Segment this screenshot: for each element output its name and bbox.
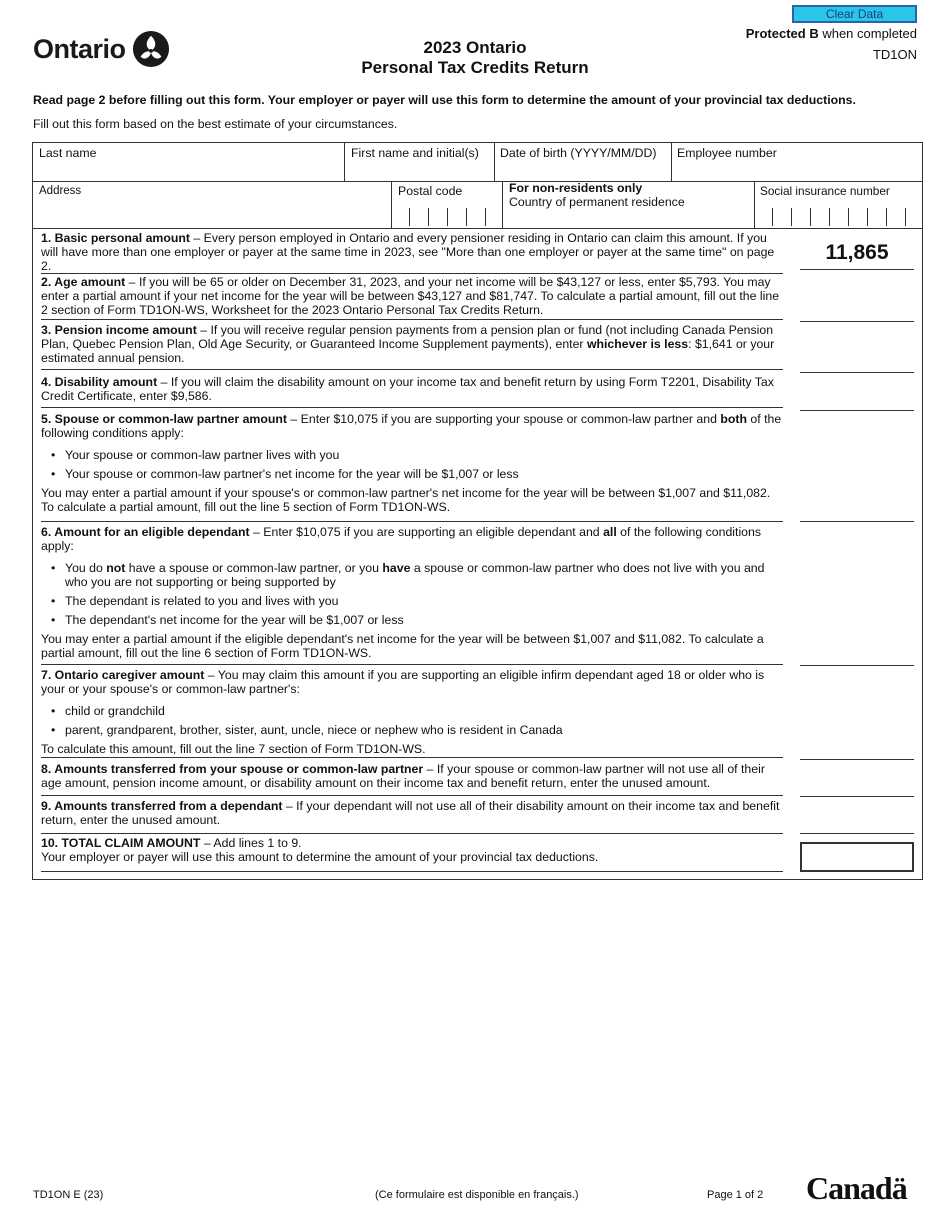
line-6-text-a: – Enter $10,075 if you are supporting an eligible dependant and: [249, 525, 604, 539]
line-4: [41, 375, 783, 403]
line-7-bullet-2: • parent, grandparent, brother, sister, aunt, uncle, niece or nephew who is resident in Canada: [41, 723, 783, 737]
line-10-text: – Add lines 1 to 9.: [200, 836, 302, 850]
logo-text: Ontario: [33, 33, 126, 64]
sin-label: Social insurance number: [760, 184, 890, 198]
total-claim-amount-field[interactable]: [800, 842, 914, 872]
line-3-text-a: – If you will receive regular pension payments from a pension plan or fund (not including Canada Pension Plan, Quebec Pension Plan, Old Age Security, or Guaranteed Income Supplement payments), enter: [41, 323, 774, 351]
line-6-b1-a: You do: [65, 561, 107, 575]
last-name-label: Last name: [39, 146, 97, 160]
postal-code-label: Postal code: [398, 184, 463, 198]
line-4-amount-field[interactable]: [800, 410, 914, 411]
canada-wordmark: Canadä: [806, 1170, 907, 1206]
footer-french-note: (Ce formulaire est disponible en français.): [375, 1189, 579, 1201]
dob-label: Date of birth (YYYY/MM/DD): [500, 146, 657, 160]
line-7-text: – You may claim this amount if you are supporting an eligible infirm dependant aged 18 or older who is your or your spouse's or common-law partner's:: [41, 668, 765, 696]
line-2-text: – If you will be 65 or older on December 31, 2023, and your net income will be $43,127 or less, enter $5,793. You may enter a partial amount if your net income for the year will be between $43,127 and $81,747. To calculate a partial amount, fill out the line 2 section of Form TD1ON-WS, Worksheet for the 2023 Ontario Personal Tax Credits Return.: [41, 275, 780, 317]
line-9-text: – If your dependant will not use all of their disability amount on their income tax and benefit return, enter the unused amount.: [41, 799, 780, 827]
line-5-bullet-1: • Your spouse or common-law partner lives with you: [41, 448, 783, 462]
line-2-title: 2. Age amount: [41, 275, 126, 289]
line-5-title: 5. Spouse or common-law partner amount: [41, 412, 287, 426]
trillium-icon: [132, 30, 170, 68]
line-6: [41, 525, 783, 660]
line-3-title: 3. Pension income amount: [41, 323, 197, 337]
line-1-text: – Every person employed in Ontario and every pensioner residing in Ontario can claim this amount. If you will have more than one employer or payer at the same time in 2023, see "More than one employer or payer at the same time" on page 2.: [41, 231, 775, 273]
line-5-amount-field[interactable]: [800, 521, 914, 522]
line-8-text: – If your spouse or common-law partner will not use all of their age amount, pension income amount, or disability amount on their income tax and benefit return, enter the unused amount.: [41, 762, 765, 790]
employee-number-label: Employee number: [677, 146, 777, 160]
address-label: Address: [39, 185, 82, 197]
ontario-logo: [33, 30, 170, 68]
line-1-amount[interactable]: 11,865: [825, 241, 889, 264]
line-5-bullet-2: • Your spouse or common-law partner's net income for the year will be $1,007 or less: [41, 467, 783, 481]
footer-page-number: Page 1 of 2: [707, 1189, 764, 1201]
first-name-label: First name and initial(s): [351, 146, 479, 160]
line-10-note: Your employer or payer will use this amount to determine the amount of your provincial tax deductions.: [41, 850, 599, 864]
line-6-b1-not: not: [106, 561, 126, 575]
title-line-1: 2023 Ontario: [423, 38, 527, 57]
line-7-note: To calculate this amount, fill out the line 7 section of Form TD1ON-WS.: [41, 742, 426, 756]
line-8-title: 8. Amounts transferred from your spouse or common-law partner: [41, 762, 424, 776]
line-3-text-b: : $1,641 or your estimated annual pension.: [41, 337, 775, 365]
line-7-title: 7. Ontario caregiver amount: [41, 668, 205, 682]
non-resident-label: For non-residents only: [509, 181, 643, 195]
title-line-2: Personal Tax Credits Return: [361, 58, 589, 77]
instructions-plain: Fill out this form based on the best estimate of your circumstances.: [33, 117, 398, 131]
form-title: [330, 38, 620, 78]
line-1-title: 1. Basic personal amount: [41, 231, 190, 245]
line-6-b1-c: a spouse or common-law partner who does not live with you and who you are not supporting or being supported by: [65, 561, 765, 589]
instructions-bold: Read page 2 before filling out this form. Your employer or payer will use this form to determine the amount of your provincial tax deductions.: [33, 93, 856, 107]
form-grid: [32, 142, 923, 880]
line-10: [41, 836, 783, 864]
line-6-note: You may enter a partial amount if the eligible dependant's net income for the year will be between $1,007 and $11,082. To calculate a partial amount, fill out the line 6 section of Form TD1ON-WS.: [41, 632, 764, 660]
line-6-bullet-1: [41, 561, 783, 589]
line-3-amount-field[interactable]: [800, 372, 914, 373]
line-5-text-a: – Enter $10,075 if you are supporting your spouse or common-law partner and: [286, 412, 721, 426]
line-6-bullet-3: • The dependant's net income for the year will be $1,007 or less: [41, 613, 783, 627]
line-7-amount-field[interactable]: [800, 759, 914, 760]
line-5-text-b: of the following conditions apply:: [41, 412, 782, 440]
line-6-amount-field[interactable]: [800, 665, 914, 666]
line-8: [41, 762, 783, 790]
line-9: [41, 799, 783, 827]
clear-data-button[interactable]: Clear Data: [792, 5, 917, 23]
line-1: [41, 231, 783, 273]
protected-bold: Protected B: [745, 26, 819, 41]
line-7: [41, 668, 783, 756]
line-6-b1-have: have: [382, 561, 411, 575]
protected-rest: when completed: [818, 26, 917, 41]
protected-label: [746, 26, 917, 41]
line-4-title: 4. Disability amount: [41, 375, 158, 389]
line-5-note: You may enter a partial amount if your spouse's or common-law partner's net income for the year will be between $1,007 and $11,082. To calculate a partial amount, fill out the line 5 section of Form TD1ON-WS.: [41, 486, 771, 514]
line-2: [41, 275, 783, 317]
country-residence-label[interactable]: Country of permanent residence: [509, 195, 685, 209]
line-2-amount-field[interactable]: [800, 321, 914, 322]
line-3-bold: whichever is less: [586, 337, 689, 351]
line-3: [41, 323, 783, 365]
line-6-title: 6. Amount for an eligible dependant: [41, 525, 250, 539]
line-6-bullet-2: • The dependant is related to you and lives with you: [41, 594, 783, 608]
line-5-bold: both: [720, 412, 747, 426]
line-9-title: 9. Amounts transferred from a dependant: [41, 799, 283, 813]
line-10-title: 10. TOTAL CLAIM AMOUNT: [41, 836, 201, 850]
line-6-b1-b: have a spouse or common-law partner, or you: [125, 561, 383, 575]
line-6-bold: all: [603, 525, 617, 539]
line-7-bullet-1: • child or grandchild: [41, 704, 783, 718]
line-6-text-b: of the following conditions apply:: [41, 525, 762, 553]
form-code: TD1ON: [872, 47, 917, 62]
line-8-amount-field[interactable]: [800, 796, 914, 797]
footer-form-code: TD1ON E (23): [33, 1189, 104, 1201]
line-9-amount-field[interactable]: [800, 833, 914, 834]
line-5: [41, 412, 783, 514]
line-4-text: – If you will claim the disability amount on your income tax and benefit return by using Form T2201, Disability Tax Credit Certificate, enter $9,586.: [41, 375, 774, 403]
